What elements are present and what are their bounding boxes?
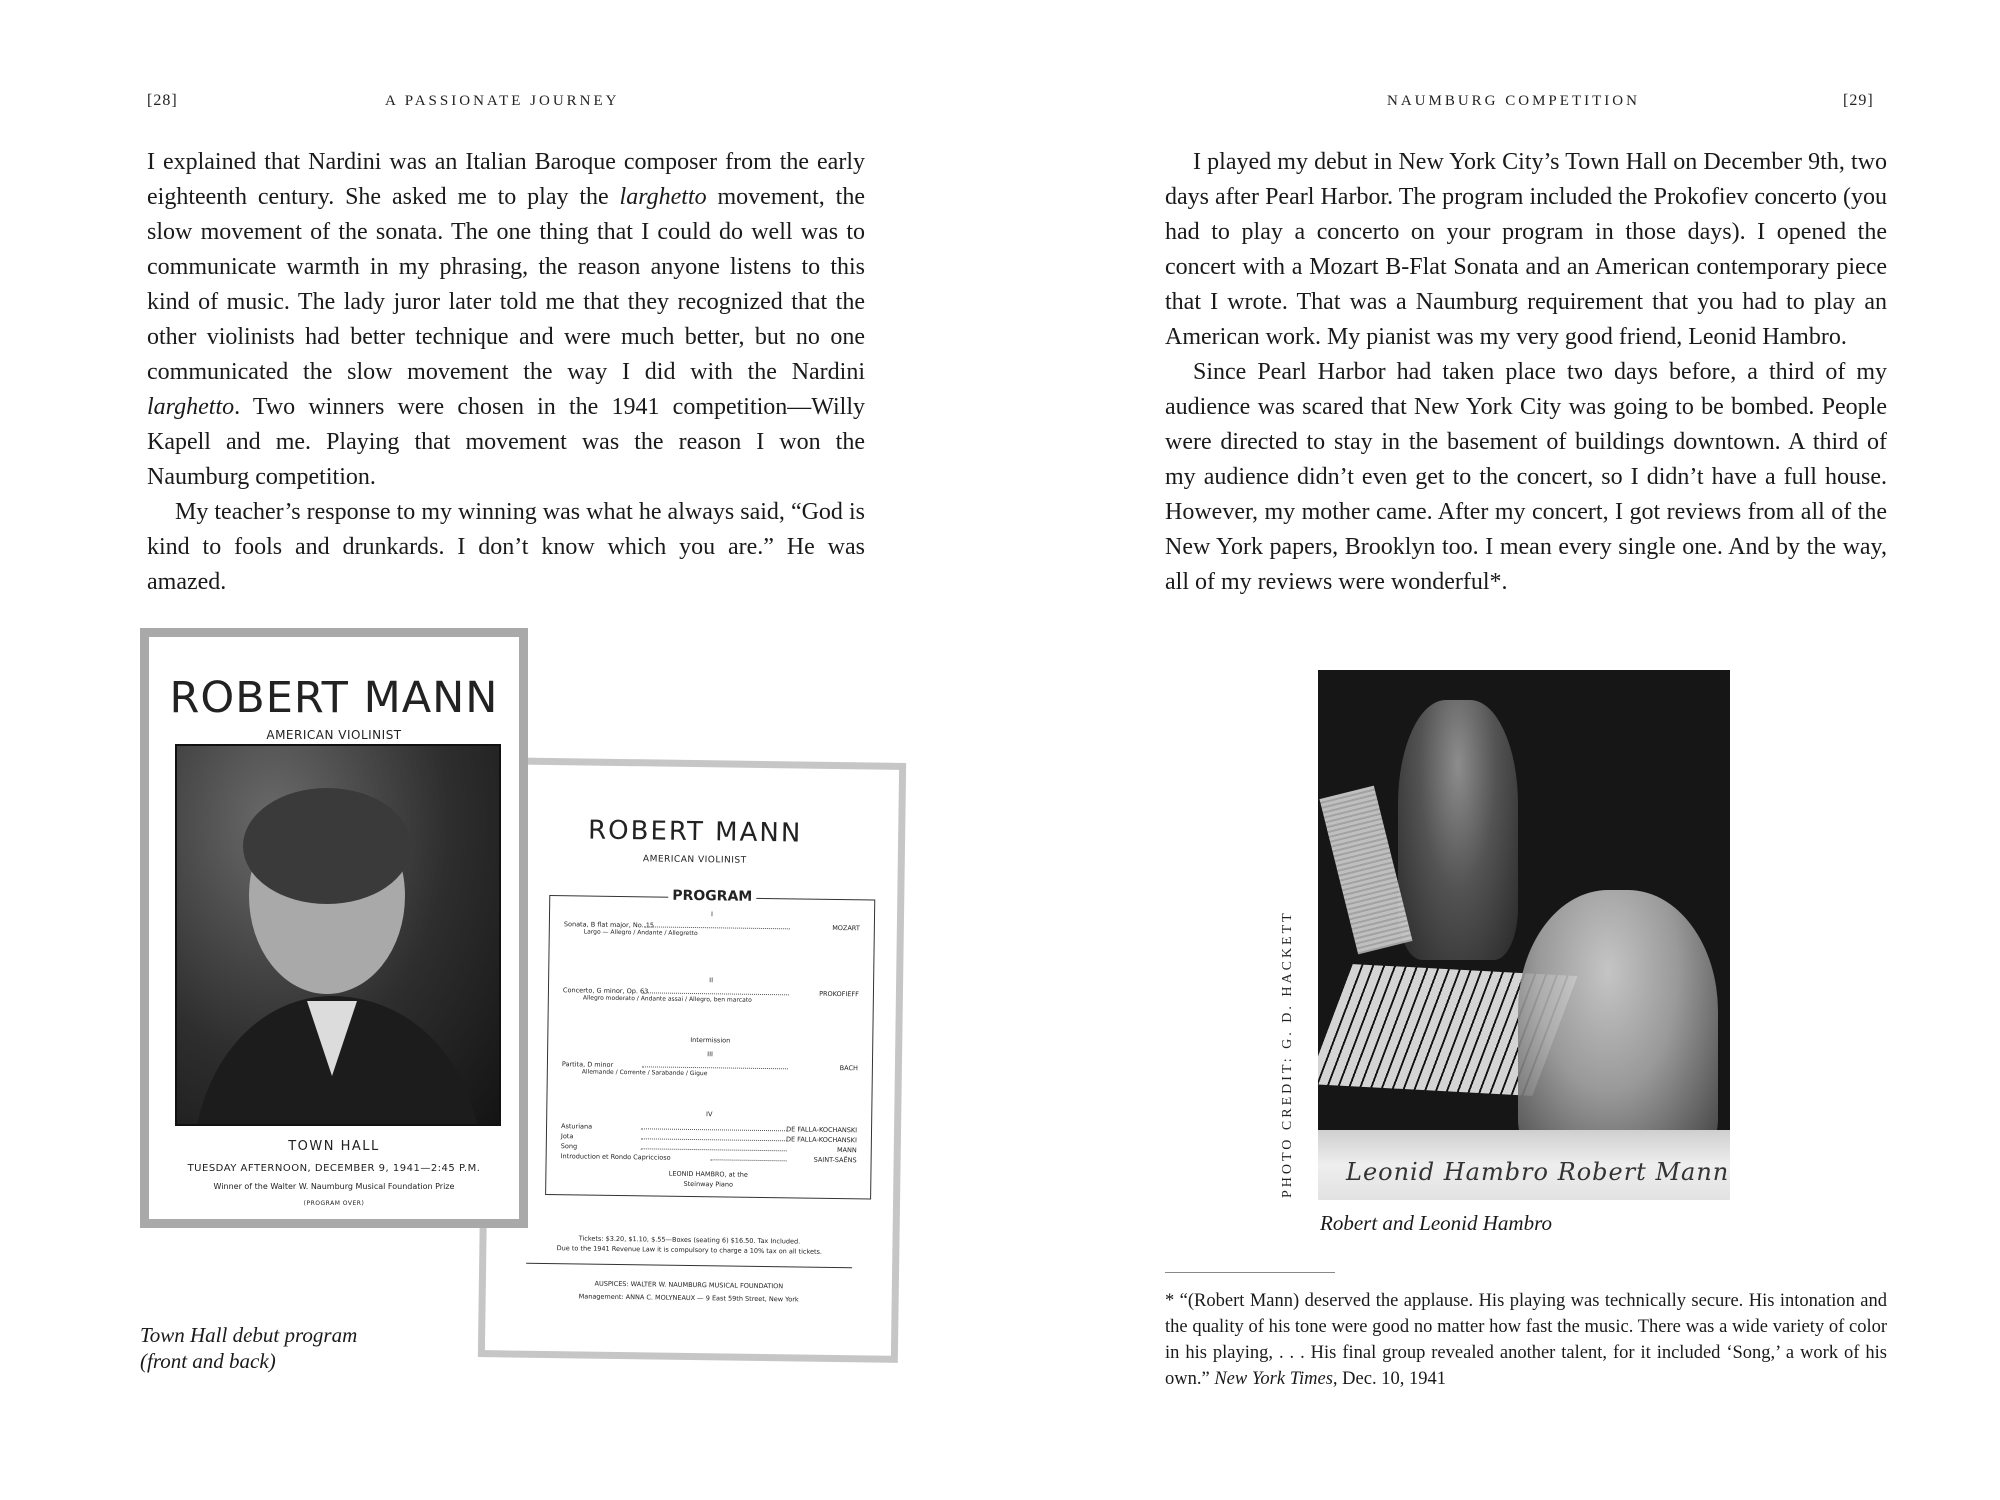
intermission: Intermission — [690, 1035, 731, 1045]
program-front-role: AMERICAN VIOLINIST — [266, 728, 402, 742]
work-title: Song — [560, 1142, 578, 1151]
program-row — [563, 986, 859, 1005]
composer: SAINT-SAËNS — [813, 1155, 857, 1165]
composer: PROKOFIEFF — [819, 989, 859, 999]
photo-credit: PHOTO CREDIT: G. D. HACKETT — [1280, 910, 1295, 1198]
part-numeral: IV — [706, 1110, 713, 1119]
composer: DE FALLA-KOCHANSKI — [785, 1135, 857, 1145]
tax-note: Due to the 1941 Revenue Law it is compulsory to charge a 10% tax on all tickets. — [556, 1244, 823, 1256]
work-title: Concerto, G minor, Op. 63 — [562, 986, 649, 996]
left-body-text — [147, 145, 865, 600]
footnote-source: New York Times — [1214, 1369, 1333, 1389]
caption-line: Town Hall debut program — [140, 1323, 358, 1347]
running-head-left: A PASSIONATE JOURNEY — [385, 93, 620, 109]
italic-term: larghetto — [147, 394, 235, 420]
footnote-rule — [1165, 1272, 1335, 1273]
left-paragraph-2: My teacher’s response to my winning was what he always said, “God is kind to fools and drunkards. I don’t know which you are.” He was amazed. — [147, 499, 865, 595]
photo-caption: Robert and Leonid Hambro — [1320, 1211, 1552, 1235]
left-paragraph-1 — [147, 145, 865, 495]
work-title: Partita, D minor — [561, 1060, 614, 1069]
page-number-right: [29] — [1843, 92, 1874, 109]
prize-note: Winner of the Walter W. Naumburg Musical Foundation Prize — [213, 1182, 455, 1191]
auspices: AUSPICES: WALTER W. NAUMBURG MUSICAL FOUNDATION — [594, 1279, 784, 1291]
standing-figure — [1398, 700, 1518, 960]
text-run: . Two winners were chosen in the 1941 competition—Willy Kapell and me. Playing that movement was the reason I won the Naumburg competition. — [147, 394, 865, 490]
footnote-text: * “(Robert Mann) deserved the applause. His playing was technically secure. His intonation and the quality of his tone were good no matter how fast the music. There was a wide variety of color in his playing, . . . His final group revealed another talent, for it included ‘Song,’ a work of his own.” — [1165, 1291, 1887, 1389]
italic-term: larghetto — [619, 184, 707, 210]
program-front-image — [140, 628, 528, 1228]
auspices-block — [516, 1277, 862, 1308]
ticket-info — [526, 1233, 852, 1258]
portrait-photo — [175, 744, 501, 1126]
ticket-prices: Tickets: $3.20, $1.10, $.55—Boxes (seating 6) $16.50. Tax Included. — [578, 1234, 801, 1246]
management: Management: ANNA C. MOLYNEAUX — 9 East 59th Street, New York — [578, 1292, 799, 1304]
composer: DE FALLA-KOCHANSKI — [786, 1125, 858, 1135]
photo-signature: Leonid Hambro Robert Mann — [1346, 1158, 1730, 1186]
running-head-right: NAUMBURG COMPETITION — [1387, 93, 1640, 109]
part-numeral: III — [707, 1050, 714, 1059]
program-row — [561, 1152, 857, 1164]
program-row — [564, 920, 860, 939]
hambro-photo — [1318, 670, 1730, 1200]
program-back-name: ROBERT MANN — [587, 815, 803, 849]
part-numeral: II — [709, 976, 714, 985]
work-title: Introduction et Rondo Capriccioso — [560, 1152, 671, 1162]
work-title: Jota — [560, 1132, 574, 1141]
right-paragraph-1: I played my debut in New York City’s Town Hall on December 9th, two days after Pearl Harbor. The program included the Prokofiev concerto (you had to play a concerto on your program in those days). I opened the concert with a Mozart B-Flat Sonata and an American contemporary piece that I wrote. That was a Naumburg requirement that you had to play an American work. My pianist was my very good friend, Leonid Hambro. — [1165, 149, 1887, 350]
caption-line: (front and back) — [140, 1349, 276, 1373]
program-back-role: AMERICAN VIOLINIST — [642, 854, 747, 866]
program-over: (PROGRAM OVER) — [303, 1200, 365, 1207]
movements: Allegro moderato / Andante assai / Allegro, ben marcato — [582, 994, 752, 1004]
concert-date: TUESDAY AFTERNOON, DECEMBER 9, 1941—2:45 P.M. — [187, 1163, 481, 1174]
venue: TOWN HALL — [288, 1139, 380, 1154]
page-number-left: [28] — [147, 92, 178, 109]
program-row — [562, 1060, 858, 1079]
program-front-name: ROBERT MANN — [169, 673, 499, 723]
accompanist: LEONID HAMBRO, at the — [668, 1169, 749, 1179]
part-numeral: I — [711, 910, 714, 919]
program-caption — [140, 1322, 357, 1374]
footnote-date: , Dec. 10, 1941 — [1332, 1369, 1446, 1389]
divider — [526, 1263, 852, 1269]
composer: MOZART — [832, 923, 860, 933]
work-title: Asturiana — [561, 1122, 593, 1131]
text-run: movement, the slow movement of the sonata. The one thing that I could do well was to communicate warmth in my phrasing, the reason anyone listens to this kind of music. The lady juror later told me that they recognized that the other violinists had better technique and were much better, but no one communicated the slow movement the way I did with the Nardini — [147, 184, 865, 385]
work-title: Sonata, B flat major, No. 15 — [563, 920, 655, 930]
movements: Allemande / Corrente / Sarabande / Gigue — [581, 1068, 708, 1078]
program-box — [545, 887, 875, 1200]
right-body-text — [1165, 145, 1887, 600]
text-run: I explained that Nardini was an Italian Baroque composer from the early eighteenth century. She asked me to play the — [147, 149, 865, 210]
portrait-silhouette — [177, 746, 499, 1124]
composer: MANN — [836, 1146, 857, 1155]
program-back-image — [478, 757, 906, 1363]
right-paragraph-2: Since Pearl Harbor had taken place two days before, a third of my audience was scared that New York City was going to be bombed. People were directed to stay in the basement of buildings downtown. A third of my audience didn’t even get to the concert, so I didn’t have a full house. However, my mother came. After my concert, I got reviews from all of the New York papers, Brooklyn too. I mean every single one. And by the way, all of my reviews were wonderful*. — [1165, 359, 1887, 595]
composer: BACH — [839, 1064, 858, 1073]
footnote — [1165, 1288, 1887, 1392]
movements: Largo — Allegro / Andante / Allegretto — [583, 928, 698, 938]
program-title: PROGRAM — [668, 888, 756, 905]
seated-pianist — [1518, 890, 1718, 1160]
piano: Steinway Piano — [683, 1179, 734, 1189]
